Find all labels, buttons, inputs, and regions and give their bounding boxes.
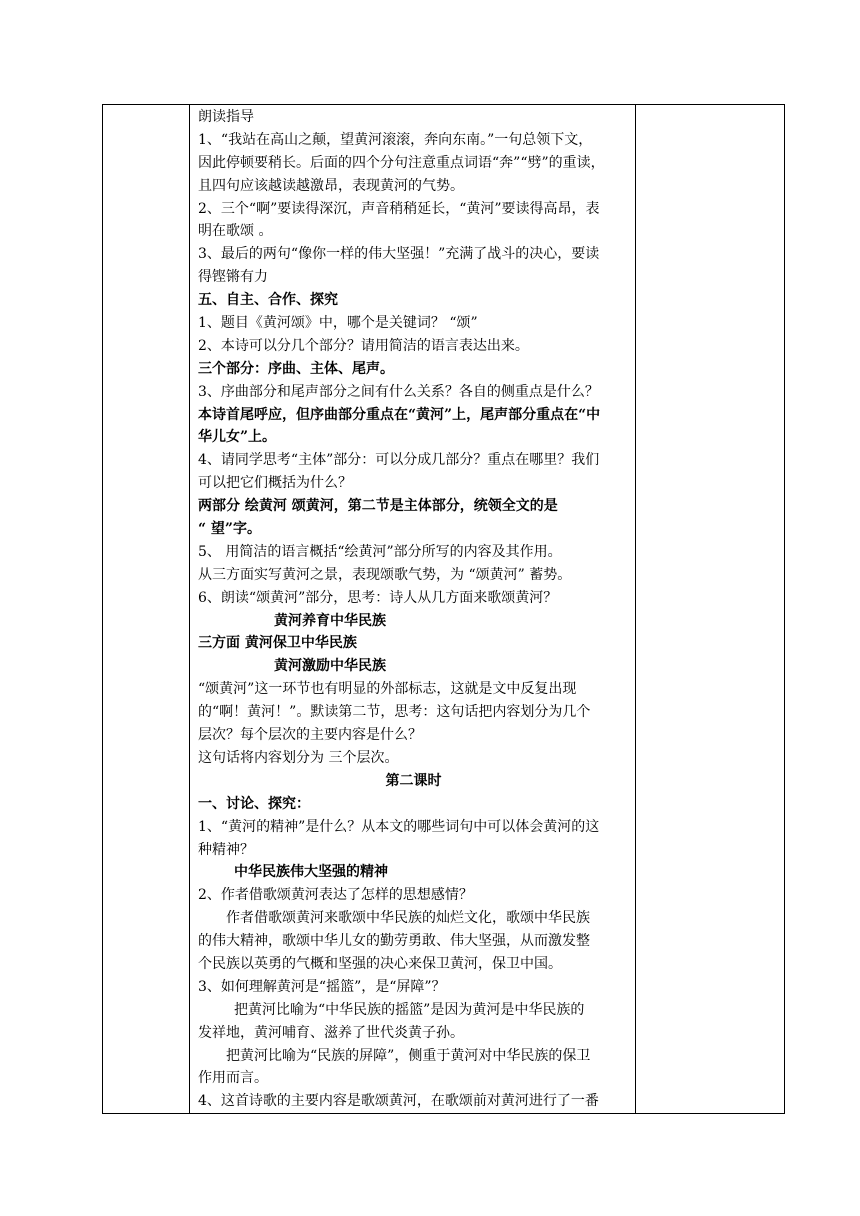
text-line: 第二课时 [385,772,442,789]
text-line: 三个部分：序曲、主体、尾声。 [198,360,394,377]
content-cell [190,105,636,1114]
text-line: 1、“我站在高山之颠，望黄河滚滚，奔向东南。”一句总领下文， [198,131,593,148]
text-line: 作者借歌颂黄河来歌颂中华民族的灿烂文化，歌颂中华民族 [226,910,590,927]
text-line: 2、本诗可以分几个部分？请用简洁的语言表达出来。 [198,337,529,354]
text-line: 两部分 绘黄河 颂黄河，第二节是主体部分，统领全文的是 [198,498,558,515]
text-line: 发祥地，黄河哺育、滋养了世代炎黄子孙。 [198,1024,464,1041]
text-line: 6、朗读“颂黄河”部分，思考：诗人从几方面来歌颂黄河？ [198,589,558,606]
lesson-plan-table [102,104,785,1114]
text-line: 的伟大精神，歌颂中华儿女的勤劳勇敢、伟大坚强，从而激发整 [198,933,590,950]
text-line: 2、三个“啊”要读得深沉，声音稍稍延长，“黄河”要读得高昂，表 [198,200,600,217]
text-line: 且四句应该越读越激昂，表现黄河的气势。 [198,177,464,194]
left-column-cell [103,105,190,1114]
text-line: 中华民族伟大坚强的精神 [234,864,388,881]
text-line: 3、如何理解黄河是“摇篮”，是“屏障”？ [198,978,446,995]
text-line: 3、序曲部分和尾声部分之间有什么关系？各自的侧重点是什么？ [198,383,599,400]
text-line: 层次？每个层次的主要内容是什么？ [198,727,422,744]
text-line: 从三方面实写黄河之景，表现颂歌气势，为 “颂黄河” 蓄势。 [198,566,572,583]
text-line: “颂黄河”这一环节也有明显的外部标志，这就是文中反复出现 [198,681,577,698]
text-line: 5、 用简洁的语言概括“绘黄河”部分所写的内容及其作用。 [198,543,562,560]
text-line: 3、最后的两句“像你一样的伟大坚强！”充满了战斗的决心，要读 [198,246,600,263]
text-line: 本诗首尾呼应，但序曲部分重点在“黄河”上，尾声部分重点在“中 [198,406,601,423]
table-row [103,105,785,1114]
text-line: 华儿女”上。 [198,429,277,446]
text-line: 把黄河比喻为“民族的屏障”，侧重于黄河对中华民族的保卫 [226,1047,591,1064]
text-line: 个民族以英勇的气概和坚强的决心来保卫黄河，保卫中国。 [198,955,562,972]
text-line: 因此停顿要稍长。后面的四个分句注意重点词语“奔”“劈”的重读， [198,154,605,171]
text-line: 种精神？ [198,841,254,858]
text-line: 作用而言。 [198,1070,268,1087]
lesson-content [190,105,635,1113]
text-line: 得铿锵有力 [198,269,268,286]
text-line: 黄河养育中华民族 [274,612,386,629]
text-line: 2、作者借歌颂黄河表达了怎样的思想感情？ [198,887,473,904]
text-line: 一、讨论、探究： [198,795,310,812]
text-line: 4、请同学思考“主体”部分：可以分成几部分？重点在哪里？我们 [198,452,600,469]
text-line: 五、自主、合作、探究 [198,292,338,309]
right-column-cell [636,105,785,1114]
text-line: 4、这首诗歌的主要内容是歌颂黄河，在歌颂前对黄河进行了一番 [198,1093,599,1110]
text-line: 朗读指导 [198,109,254,125]
text-line: 1、“黄河的精神”是什么？从本文的哪些词句中可以体会黄河的这 [198,818,600,835]
text-line: 黄河激励中华民族 [274,658,386,675]
text-line: “ 望”字。 [198,521,261,538]
text-line: 的“啊！黄河！”。默读第二节，思考：这句话把内容划分为几个 [198,704,591,721]
text-line: 这句话将内容划分为 三个层次。 [198,749,399,766]
text-line: 1、题目《黄河颂》中，哪个是关键词？ “颂” [198,315,478,332]
text-line: 三方面 黄河保卫中华民族 [198,635,357,652]
text-line: 把黄河比喻为“中华民族的摇篮”是因为黄河是中华民族的 [234,1001,585,1018]
text-line: 明在歌颂 。 [198,223,273,240]
text-line: 可以把它们概括为什么？ [198,475,352,492]
